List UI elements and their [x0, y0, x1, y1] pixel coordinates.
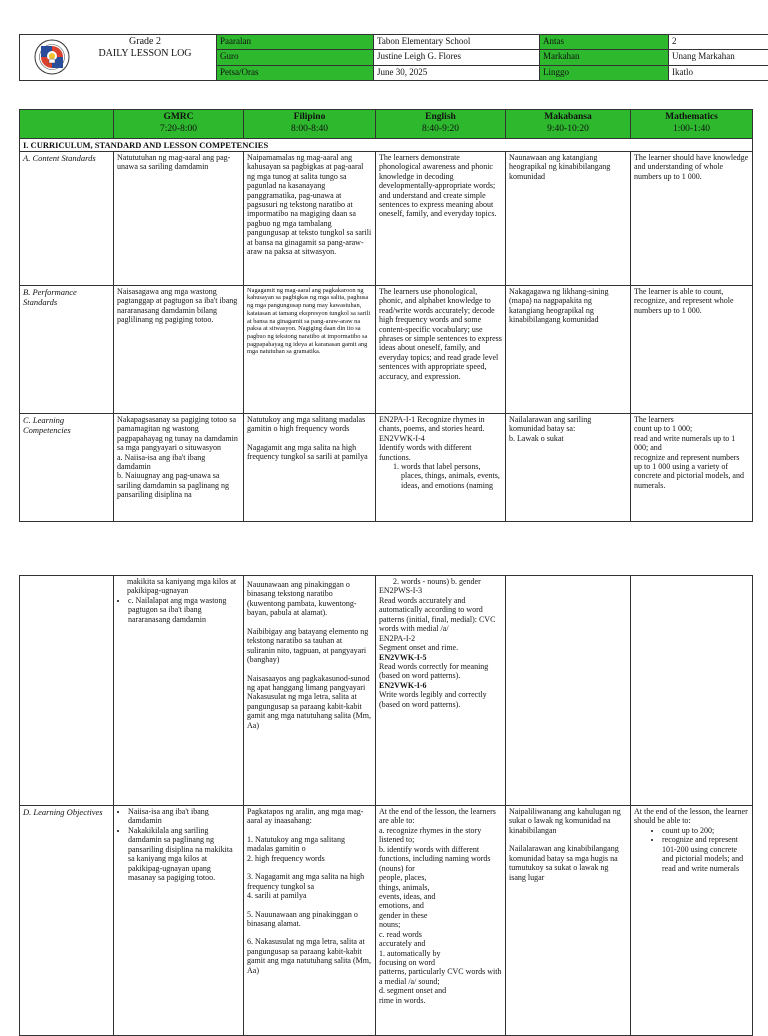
cell-english-content: The learners demonstrate phonological awareness and phonic knowledge in decoding developmentally-appropriate words; and understand and create simple sentences to express meaning about oneself, family, and everyday topics.: [376, 151, 506, 285]
text: 2. high frequency words: [247, 854, 372, 863]
text: 4. sarili at pamilya: [247, 891, 372, 900]
header-key: Antas: [540, 35, 669, 50]
text: recognize and represent numbers up to 1 000 using a variety of concrete and pictorial models, and numerals.: [634, 453, 749, 491]
header-value: Ikatlo: [669, 65, 768, 80]
cell-filipino-content: Naipamamalas ng mag-aaral ang kahusayan sa pagbigkas at pag-aaral ng mga tunog at salita tungo sa pagunlad na kasanayang panggramatika, pag-unawa at pagsusuri ng tekstong naratibo at impormatibo na magiging daan sa pagbuo ng mga tambalang pangungusap at teksto tungkol sa sarili at bansa na ginagamit sa pang-araw-araw na paksa at sitwasyon.: [244, 151, 376, 285]
header-key: Linggo: [540, 65, 669, 80]
text: accurately and: [379, 939, 502, 948]
cell-makabansa-objectives: [506, 806, 631, 1036]
text: people, places,: [379, 873, 502, 882]
cell-english-competencies-cont: [376, 576, 506, 806]
text: Naibibigay ang batayang elemento ng tekstong naratibo sa tauhan at suliranin nito, tagpuan, at pangyayari: [247, 627, 372, 655]
text: 1. Natutukoy ang mga salitang madalas gamitin o: [247, 835, 372, 854]
cell-gmrc-performance: Naisasagawa ang mga wastong pagtanggap at pagtugon sa iba't ibang nararanasang damdamin bilang paglilinang ng pagiging totoo.: [114, 285, 244, 413]
text: 5. Nauunawaan ang pinakinggan o binasang alamat.: [247, 910, 372, 929]
header-table: [19, 34, 768, 81]
subject-header-row: [20, 110, 753, 139]
subject-filipino: Filipino 8:00-8:40: [244, 110, 376, 139]
text: EN2VWK-I-6: [379, 681, 502, 690]
text: rime in words.: [379, 996, 502, 1005]
text: count up to 1 000;: [634, 424, 749, 433]
text: a. Naiisa-isa ang iba't ibang damdamin: [117, 453, 240, 472]
cell-english-competencies: [376, 413, 506, 521]
text: The learners: [634, 415, 749, 424]
cell-filipino-competencies-cont: [244, 576, 376, 806]
text: things, animals,: [379, 883, 502, 892]
text: At the end of the lesson, the learners are able to:: [379, 807, 502, 826]
cell-makabansa-competencies-cont: [506, 576, 631, 806]
text: read and write numerals up to 1 000; and: [634, 434, 749, 453]
text: d. segment onset and: [379, 986, 502, 995]
list-item: • recognize and represent 101-200 using concrete and pictorial models; and read and write numerals: [662, 835, 749, 873]
list-item: 2. words - nouns) b. gender: [401, 577, 502, 586]
text: 1. automatically by: [379, 949, 502, 958]
text: emotions, and: [379, 901, 502, 910]
list-item: • Naiisa-isa ang iba't ibang damdamin: [128, 807, 240, 826]
subject-makabansa: Makabansa 9:40-10:20: [506, 110, 631, 139]
text: Identify words with different functions.: [379, 443, 502, 462]
lesson-table-page2: [19, 575, 753, 1036]
row-label-competencies: C. Learning Competencies: [20, 413, 114, 521]
row-label-continued: [20, 576, 114, 806]
cell-gmrc-content: Natututuhan ng mag-aaral ang pag-unawa sa sariling damdamin: [114, 151, 244, 285]
text: Nagagamit ang mga salita na high frequency tungkol sa sarili at pamilya: [247, 443, 372, 462]
header-key: Petsa/Oras: [217, 65, 374, 80]
text: nouns;: [379, 920, 502, 929]
text: Naipaliliwanang ang kahulugan ng sukat o lawak ng komunidad na kinabibilangan: [509, 807, 627, 835]
text: Natutukoy ang mga salitang madalas gamitin o high frequency words: [247, 415, 372, 434]
text: Read words accurately and automatically according to word patterns (initial, final, medial): CVC words with medial /a/: [379, 596, 502, 634]
text: EN2VWK-I-5: [379, 653, 502, 662]
list-item: 1. words that label persons, places, things, animals, events, ideas, and emotions (naming: [401, 462, 502, 490]
cell-gmrc-competencies-cont: [114, 576, 244, 806]
text: Pagkatapos ng aralin, ang mga mag-aaral ay inaasahang:: [247, 807, 372, 826]
list-item: • count up to 200;: [662, 826, 749, 835]
header-key: Paaralan: [217, 35, 374, 50]
text: Segment onset and rime.: [379, 643, 502, 652]
cell-filipino-performance: Nagagamit ng mag-aaral ang pagkakaroon ng kahusayan sa pagbigkas ng mga salita, paghusa ng mga pangungusap nang may kawastuhan, katatasan at tamang ekspresyon tungkol sa sarili at bansa na ginagamit sa pang-araw-araw na paksa at sitwasyon. Nagiging daan din ito sa pagbuo ng tekstong naratibo at impormatibo sa pagpapahayag ng ideya at karanasan gamit ang mga natutuhan sa gramatika.: [244, 285, 376, 413]
school-header-cell: [20, 35, 217, 81]
grade-label: Grade 2: [70, 36, 217, 48]
text: EN2PA-I-2: [379, 634, 502, 643]
row-label-content: A. Content Standards: [20, 151, 114, 285]
text: Read words correctly for meaning (based on word patterns).: [379, 662, 502, 681]
text: should be able to:: [634, 816, 749, 825]
text: At the end of the lesson, the learner: [634, 807, 749, 816]
text: b. Lawak o sukat: [509, 434, 627, 443]
cell-gmrc-competencies: [114, 413, 244, 521]
cell-math-competencies-cont: [631, 576, 753, 806]
text: makikita sa kaniyang mga kilos at pakikipag-ugnayan: [117, 577, 240, 596]
empty-corner: [20, 110, 114, 139]
text: 3. Nagagamit ang mga salita na high frequency tungkol sa: [247, 872, 372, 891]
text: EN2PWS-I-3: [379, 586, 502, 595]
lesson-table-page1: [19, 109, 753, 522]
text: c. read words: [379, 930, 502, 939]
text: Write words legibly and correctly (based on word patterns).: [379, 690, 502, 709]
header-key: Markahan: [540, 50, 669, 65]
text: Nakapagsasanay sa pagiging totoo sa pamamagitan ng wastong pagpapahayag ng tunay na damdamin sa mga pangyayari o situwasyon: [117, 415, 240, 453]
cell-makabansa-content: Naunawaan ang katangiang heograpikal ng kinabibilangang komunidad: [506, 151, 631, 285]
header-value: Unang Markahan: [669, 50, 768, 65]
header-key: Guro: [217, 50, 374, 65]
log-title: DAILY LESSON LOG: [70, 48, 217, 60]
header-value: Justine Leigh G. Flores: [374, 50, 540, 65]
text: Nailalarawan ang sariling komunidad batay sa:: [509, 415, 627, 434]
text: 6. Nakasusulat ng mga letra, salita at pangungusap sa paraang kabit-kabit gamit ang mga natutuhang salita (Mm, Aa): [247, 937, 372, 975]
text: events, ideas, and: [379, 892, 502, 901]
text: Nauunawaan ang pinakinggan o binasang tekstong naratibo (kuwentong pambata, kuwentong-bayan, pabula at alamat).: [247, 580, 372, 618]
text: focusing on word: [379, 958, 502, 967]
cell-english-performance: The learners use phonological, phonic, and alphabet knowledge to read/write words accurately; decode high frequency words and some content-specific vocabulary; use phrases or simple sentences to express ideas about oneself, family, and everyday topics; and read grade level sentences with appropriate speed, accuracy, and expression.: [376, 285, 506, 413]
text: b. Naiuugnay ang pag-unawa sa sariling damdamin sa paglinang ng pansariling disiplina na: [117, 471, 240, 499]
text: patterns, particularly CVC words with a medial /a/ sound;: [379, 967, 502, 986]
cell-math-content: The learner should have knowledge and understanding of whole numbers up to 1 000.: [631, 151, 753, 285]
cell-gmrc-objectives: [114, 806, 244, 1036]
list-item: • c. Nailalapat ang mga wastong pagtugon sa iba't ibang nararanasang damdamin: [128, 596, 240, 624]
text: (banghay): [247, 655, 372, 664]
text: b. identify words with different functions, including naming words (nouns) for: [379, 845, 502, 873]
row-label-objectives: D. Learning Objectives: [20, 806, 114, 1036]
cell-english-objectives: [376, 806, 506, 1036]
deped-seal-icon: [34, 39, 70, 75]
cell-makabansa-performance: Nakagagawa ng likhang-sining (mapa) na nagpapakita ng katangiang heograpikal ng kinabibilangang komunidad: [506, 285, 631, 413]
cell-math-objectives: [631, 806, 753, 1036]
header-value: June 30, 2025: [374, 65, 540, 80]
subject-english: English 8:40-9:20: [376, 110, 506, 139]
text: a. recognize rhymes in the story listened to;: [379, 826, 502, 845]
cell-math-competencies: [631, 413, 753, 521]
cell-math-performance: The learner is able to count, recognize, and represent whole numbers up to 1 000.: [631, 285, 753, 413]
row-label-performance: B. Performance Standards: [20, 285, 114, 413]
header-value: 2: [669, 35, 768, 50]
cell-filipino-objectives: [244, 806, 376, 1036]
text: Nailalarawan ang kinabibilangang komunidad batay sa mga hugis na tumutukoy sa sukat o lawak ng isang lugar: [509, 844, 627, 882]
cell-filipino-competencies: [244, 413, 376, 521]
text: gender in these: [379, 911, 502, 920]
text: Naisasaayos ang pagkakasunod-sunod ng apat hanggang limang pangyayari Nakasusulat ng mga letra, salita at pangungusap sa paraang kabit-kabit gamit ang mga natutuhang salita (Mm, Aa): [247, 674, 372, 731]
text: EN2PA-I-1 Recognize rhymes in chants, poems, and stories heard.: [379, 415, 502, 434]
text: EN2VWK-I-4: [379, 434, 502, 443]
subject-gmrc: GMRC 7:20-8:00: [114, 110, 244, 139]
subject-math: Mathematics 1:00-1:40: [631, 110, 753, 139]
list-item: • Nakakikilala ang sariling damdamin sa paglinang ng pansariling disiplina na makikita sa kaniyang mga kilos at pakikipag-ugnayan upang masanay sa pagiging totoo.: [128, 826, 240, 883]
header-value: Tabon Elementary School: [374, 35, 540, 50]
section-heading: I. CURRICULUM, STANDARD AND LESSON COMPETENCIES: [20, 138, 753, 151]
cell-makabansa-competencies: [506, 413, 631, 521]
